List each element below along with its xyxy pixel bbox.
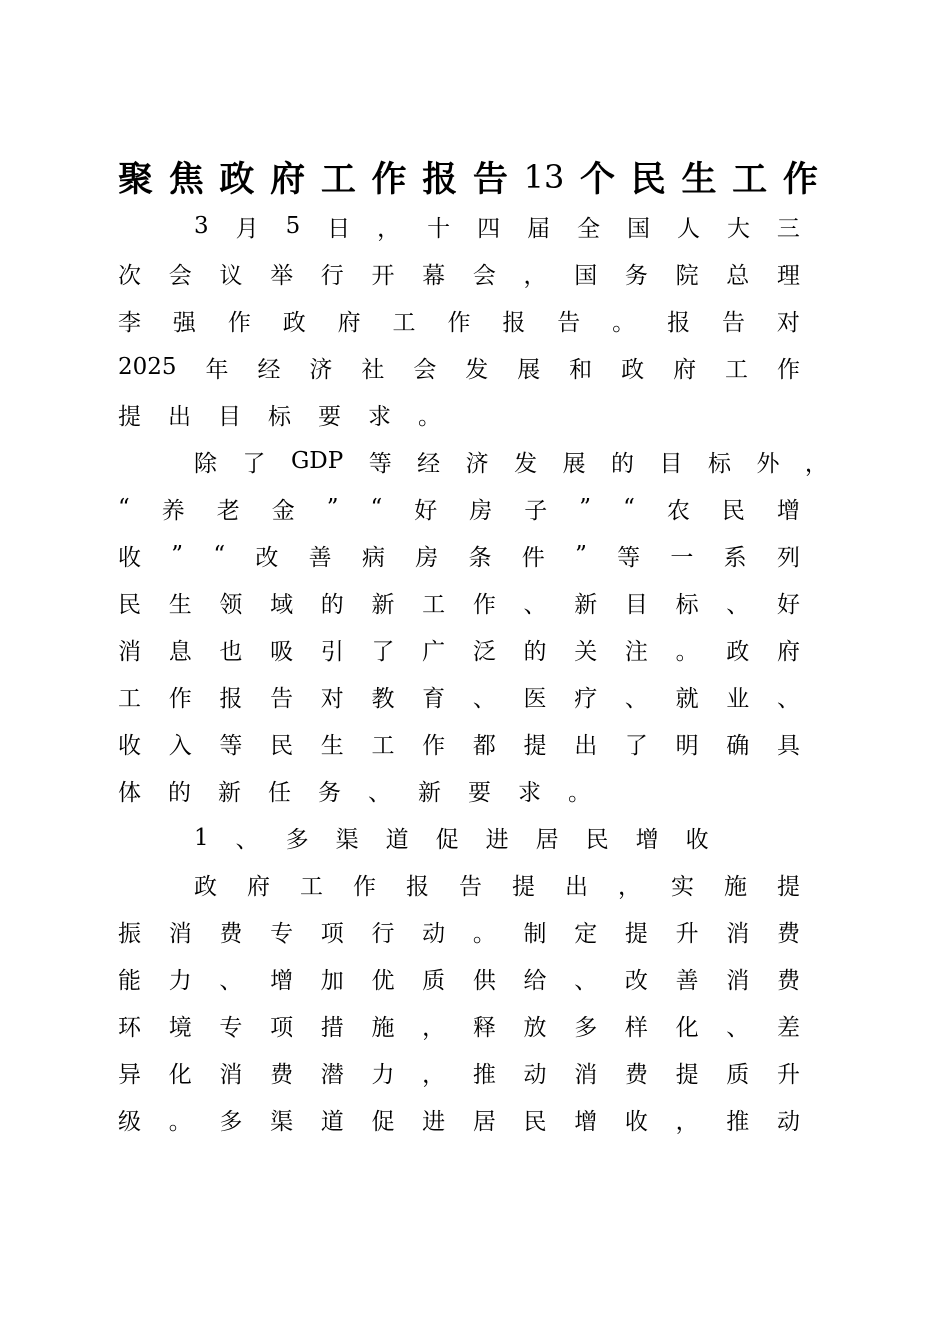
paragraph-line: [118, 584, 800, 620]
text-glyph: ，: [804, 450, 828, 477]
document-title: [118, 152, 818, 202]
text-glyph: 收: [624, 1109, 648, 1136]
title-glyph: 13: [523, 158, 565, 196]
paragraph-line: [118, 914, 800, 950]
text-glyph: 举: [270, 262, 294, 289]
text-glyph: 府: [673, 356, 697, 383]
text-glyph: 工: [300, 874, 323, 901]
text-glyph: 、: [726, 1015, 750, 1042]
text-glyph: 多: [219, 1109, 243, 1136]
text-glyph: 工: [422, 591, 446, 618]
text-glyph: 升: [675, 921, 699, 948]
text-glyph: 出: [168, 403, 191, 430]
text-glyph: 费: [776, 968, 800, 995]
text-glyph: 府: [337, 309, 361, 336]
text-glyph: ，: [618, 874, 641, 901]
text-glyph: 出: [574, 733, 598, 760]
text-glyph: 作: [776, 356, 800, 383]
text-glyph: 报: [667, 309, 691, 336]
text-glyph: 能: [118, 968, 141, 995]
text-glyph: 具: [776, 733, 800, 760]
text-glyph: 老: [216, 497, 240, 524]
text-glyph: 议: [219, 262, 243, 289]
text-glyph: 好: [776, 591, 800, 618]
text-glyph: 专: [270, 921, 294, 948]
text-glyph: 列: [776, 544, 800, 571]
text-glyph: 等: [617, 544, 641, 571]
text-glyph: 增: [635, 827, 659, 854]
text-glyph: 政: [726, 638, 750, 665]
text-glyph: “: [213, 542, 226, 569]
text-glyph: 的: [611, 450, 635, 477]
text-glyph: 会: [413, 356, 437, 383]
text-glyph: 政: [282, 309, 306, 336]
text-glyph: 项: [320, 921, 344, 948]
text-glyph: 消: [118, 638, 141, 665]
text-glyph: 改: [624, 968, 648, 995]
paragraph-line: [118, 396, 800, 432]
text-glyph: 医: [523, 686, 547, 712]
text-glyph: 动: [523, 1062, 547, 1089]
text-glyph: 民: [721, 497, 745, 524]
text-glyph: 民: [523, 1109, 547, 1136]
text-glyph: 生: [320, 733, 344, 760]
text-glyph: 疗: [574, 686, 598, 712]
text-glyph: 房: [415, 544, 439, 571]
text-glyph: ，: [675, 1109, 699, 1136]
text-glyph: 的: [523, 638, 547, 665]
text-glyph: 的: [320, 591, 344, 618]
text-glyph: ，: [422, 1015, 446, 1042]
text-glyph: 多: [574, 1015, 598, 1042]
text-glyph: 十: [427, 215, 451, 242]
text-glyph: 优: [371, 968, 395, 995]
text-glyph: 养: [161, 497, 185, 524]
text-glyph: 消: [726, 921, 750, 948]
paragraph-line: [118, 726, 800, 762]
text-glyph: 、: [368, 780, 391, 807]
text-glyph: 理: [776, 262, 800, 289]
title-glyph: 作: [782, 159, 818, 200]
text-glyph: 推: [726, 1109, 750, 1136]
text-glyph: 域: [270, 591, 294, 618]
text-glyph: 人: [676, 215, 700, 242]
text-glyph: 育: [422, 686, 446, 712]
text-glyph: 收: [118, 733, 141, 760]
text-glyph: 报: [219, 686, 243, 712]
title-glyph: 工: [732, 159, 768, 200]
text-glyph: 济: [309, 356, 333, 383]
text-glyph: 会: [168, 262, 192, 289]
title-glyph: 焦: [168, 159, 204, 200]
text-glyph: 等: [368, 450, 392, 477]
text-glyph: 、: [776, 686, 800, 712]
text-glyph: 消: [168, 921, 192, 948]
text-glyph: 出: [565, 874, 588, 901]
text-glyph: 展: [562, 450, 586, 477]
text-glyph: 注: [624, 638, 648, 665]
paragraph-line: [118, 302, 800, 338]
text-glyph: ”: [326, 495, 339, 522]
text-glyph: 经: [257, 356, 281, 383]
text-glyph: ”: [575, 542, 587, 569]
text-glyph: 对: [776, 309, 800, 336]
text-glyph: 消: [726, 968, 750, 995]
text-glyph: 加: [320, 968, 344, 995]
text-glyph: GDP: [290, 448, 344, 475]
text-glyph: 5: [285, 213, 301, 239]
text-glyph: 强: [172, 309, 196, 336]
text-glyph: 标: [268, 403, 291, 430]
text-glyph: 民: [270, 733, 294, 760]
text-glyph: 施: [371, 1015, 395, 1042]
paragraph-line: [118, 1102, 800, 1138]
paragraph-line: [118, 1008, 800, 1044]
text-glyph: 目: [659, 450, 683, 477]
text-glyph: 的: [168, 780, 191, 807]
text-glyph: 。: [675, 638, 699, 665]
text-glyph: 动: [776, 1109, 800, 1136]
text-glyph: 动: [422, 921, 446, 948]
text-glyph: 工: [118, 686, 141, 712]
title-glyph: 生: [681, 159, 717, 200]
text-glyph: 吸: [270, 638, 294, 665]
text-glyph: 工: [725, 356, 749, 383]
text-glyph: 居: [472, 1109, 496, 1136]
text-glyph: 济: [465, 450, 489, 477]
paragraph-line: [194, 443, 828, 479]
text-glyph: 收: [685, 827, 709, 854]
text-glyph: 样: [624, 1015, 648, 1042]
text-glyph: 三: [776, 215, 800, 242]
text-glyph: 发: [514, 450, 538, 477]
text-glyph: 力: [168, 968, 192, 995]
text-glyph: 力: [371, 1062, 395, 1089]
text-glyph: 收: [118, 544, 141, 571]
text-glyph: 业: [726, 686, 750, 712]
text-glyph: 善: [675, 968, 699, 995]
text-glyph: 异: [118, 1062, 141, 1089]
text-glyph: 。: [472, 921, 496, 948]
text-glyph: 也: [219, 638, 243, 665]
text-glyph: 求: [518, 780, 541, 807]
text-glyph: 泛: [472, 638, 496, 665]
text-glyph: 务: [318, 780, 341, 807]
text-glyph: 告: [721, 309, 745, 336]
text-glyph: 道: [385, 827, 409, 854]
text-glyph: 四: [477, 215, 501, 242]
text-glyph: 国: [627, 215, 650, 242]
text-glyph: 经: [417, 450, 441, 477]
text-glyph: 作: [168, 686, 192, 712]
text-glyph: 道: [320, 1109, 344, 1136]
text-glyph: 提: [624, 921, 648, 948]
text-glyph: 府: [247, 874, 270, 901]
text-glyph: 届: [527, 215, 551, 242]
text-glyph: “: [623, 495, 635, 522]
text-glyph: 增: [270, 968, 294, 995]
text-glyph: 、: [574, 968, 598, 995]
text-glyph: 务: [624, 262, 648, 289]
text-glyph: 报: [502, 309, 526, 336]
text-glyph: 作: [227, 309, 251, 336]
text-glyph: 提: [523, 733, 547, 760]
text-glyph: 升: [776, 1062, 800, 1089]
text-glyph: 供: [472, 968, 496, 995]
text-glyph: 确: [726, 733, 750, 760]
text-glyph: 和: [569, 356, 593, 383]
text-glyph: 对: [320, 686, 344, 712]
text-glyph: 社: [361, 356, 385, 383]
text-glyph: 定: [574, 921, 598, 948]
text-glyph: 作: [472, 591, 496, 618]
text-glyph: 标: [707, 450, 731, 477]
text-glyph: 渠: [270, 1109, 294, 1136]
text-glyph: 系: [723, 544, 747, 571]
text-glyph: 大: [726, 215, 750, 242]
text-glyph: 新: [371, 591, 395, 618]
text-glyph: 府: [776, 638, 800, 665]
text-glyph: 多: [285, 827, 309, 854]
text-glyph: 进: [485, 827, 509, 854]
text-glyph: ，: [422, 1062, 446, 1089]
text-glyph: 、: [726, 591, 750, 618]
text-glyph: 、: [523, 591, 547, 618]
text-glyph: ”: [171, 542, 184, 569]
text-glyph: 推: [472, 1062, 496, 1089]
text-glyph: 生: [168, 591, 192, 618]
text-glyph: 新: [218, 780, 241, 807]
text-glyph: 善: [308, 544, 332, 571]
text-glyph: 振: [118, 921, 141, 948]
title-glyph: 聚: [118, 159, 154, 200]
text-glyph: 质: [422, 968, 446, 995]
text-glyph: 标: [675, 591, 699, 618]
text-glyph: 3: [194, 213, 209, 239]
text-glyph: 体: [118, 780, 141, 807]
text-glyph: 都: [472, 733, 496, 760]
text-glyph: 病: [361, 544, 385, 571]
text-glyph: 年: [205, 356, 229, 383]
text-glyph: 作: [353, 874, 376, 901]
text-glyph: 促: [371, 1109, 395, 1136]
text-glyph: 工: [371, 733, 395, 760]
text-glyph: 目: [624, 591, 648, 618]
paragraph-line: [118, 773, 800, 809]
text-glyph: 明: [675, 733, 699, 760]
text-glyph: 就: [675, 686, 699, 712]
text-glyph: 房: [469, 497, 493, 524]
text-glyph: 、: [624, 686, 648, 712]
text-glyph: 实: [671, 874, 694, 901]
text-glyph: 化: [675, 1015, 699, 1042]
text-glyph: 会: [472, 262, 496, 289]
text-glyph: 告: [270, 686, 294, 712]
text-glyph: 增: [574, 1109, 598, 1136]
title-glyph: 工: [320, 159, 356, 200]
text-glyph: 行: [320, 262, 344, 289]
text-glyph: 农: [666, 497, 690, 524]
text-glyph: 费: [219, 921, 243, 948]
text-glyph: 了: [371, 638, 395, 665]
text-glyph: 。: [612, 309, 636, 336]
text-glyph: 渠: [335, 827, 359, 854]
text-glyph: ，: [523, 262, 547, 289]
text-glyph: 质: [726, 1062, 750, 1089]
text-glyph: 行: [371, 921, 395, 948]
text-glyph: ”: [579, 495, 592, 522]
text-glyph: 、: [472, 686, 496, 712]
text-glyph: 、: [219, 968, 243, 995]
text-glyph: 幕: [422, 262, 446, 289]
text-glyph: 件: [521, 544, 545, 571]
text-glyph: 展: [517, 356, 541, 383]
text-glyph: 引: [320, 638, 344, 665]
text-glyph: 外: [756, 450, 780, 477]
text-glyph: 提: [118, 403, 141, 430]
text-glyph: ，: [377, 215, 401, 242]
text-glyph: 目: [218, 403, 241, 430]
text-glyph: 居: [535, 827, 559, 854]
text-glyph: 等: [219, 733, 243, 760]
text-glyph: 化: [168, 1062, 192, 1089]
text-glyph: 提: [777, 874, 800, 901]
text-glyph: 入: [168, 733, 192, 760]
text-glyph: 广: [422, 638, 446, 665]
text-glyph: 级: [118, 1109, 141, 1136]
text-glyph: 总: [726, 262, 750, 289]
text-glyph: 日: [327, 215, 351, 242]
text-glyph: 进: [422, 1109, 446, 1136]
text-glyph: 境: [168, 1015, 192, 1042]
paragraph-line: [118, 490, 800, 526]
text-glyph: 专: [219, 1015, 243, 1042]
text-glyph: 措: [320, 1015, 344, 1042]
text-glyph: 告: [557, 309, 581, 336]
text-glyph: 促: [435, 827, 459, 854]
text-glyph: 。: [168, 1109, 192, 1136]
text-glyph: 政: [621, 356, 645, 383]
paragraph-line: [118, 349, 800, 385]
text-glyph: 国: [574, 262, 598, 289]
text-glyph: 要: [468, 780, 491, 807]
text-glyph: 子: [524, 497, 548, 524]
text-glyph: 作: [447, 309, 471, 336]
text-glyph: 教: [371, 686, 395, 712]
text-glyph: 关: [574, 638, 598, 665]
text-glyph: 项: [270, 1015, 294, 1042]
text-glyph: 提: [512, 874, 535, 901]
paragraph-line: [118, 537, 800, 573]
text-glyph: 新: [574, 591, 598, 618]
text-glyph: 报: [406, 874, 429, 901]
text-glyph: 次: [118, 262, 141, 289]
text-glyph: 潜: [320, 1062, 344, 1089]
text-glyph: 制: [523, 921, 547, 948]
text-glyph: 发: [465, 356, 489, 383]
paragraph-line: [118, 1055, 800, 1091]
text-glyph: 给: [523, 968, 547, 995]
text-glyph: 放: [523, 1015, 547, 1042]
text-glyph: 条: [468, 544, 492, 571]
text-glyph: 李: [118, 309, 141, 336]
text-glyph: 。: [418, 403, 441, 430]
text-glyph: 好: [414, 497, 438, 524]
title-glyph: 告: [472, 159, 508, 200]
paragraph-line: [118, 631, 800, 667]
text-glyph: 提: [675, 1062, 699, 1089]
text-glyph: 作: [422, 733, 446, 760]
text-glyph: 领: [219, 591, 243, 618]
text-glyph: 费: [624, 1062, 648, 1089]
text-glyph: 施: [724, 874, 747, 901]
text-glyph: 、: [235, 827, 259, 854]
text-glyph: 全: [577, 215, 601, 242]
text-glyph: 增: [776, 497, 800, 524]
text-glyph: 环: [118, 1015, 141, 1042]
text-glyph: 民: [118, 591, 141, 618]
text-glyph: 告: [459, 874, 482, 901]
paragraph-line: [118, 255, 800, 291]
title-glyph: 政: [219, 159, 255, 200]
text-glyph: 院: [675, 262, 699, 289]
paragraph-line: [118, 679, 800, 715]
title-glyph: 民: [630, 159, 666, 200]
text-glyph: 费: [776, 921, 800, 948]
text-glyph: 求: [368, 403, 391, 430]
text-glyph: 消: [574, 1062, 598, 1089]
text-glyph: 释: [472, 1015, 496, 1042]
text-glyph: 1: [194, 824, 209, 851]
text-glyph: 要: [318, 403, 341, 430]
text-glyph: 消: [219, 1062, 243, 1089]
title-glyph: 府: [270, 159, 306, 200]
paragraph-line: [194, 867, 800, 903]
text-glyph: 差: [776, 1015, 800, 1042]
text-glyph: 工: [392, 309, 416, 336]
section-heading: [194, 820, 800, 856]
text-glyph: 费: [270, 1062, 294, 1089]
text-glyph: 了: [242, 450, 266, 477]
text-glyph: 金: [271, 497, 295, 524]
text-glyph: 民: [585, 827, 609, 854]
text-glyph: 2025: [118, 354, 177, 381]
text-glyph: “: [370, 495, 383, 522]
text-glyph: 一: [670, 544, 694, 571]
text-glyph: “: [118, 495, 130, 522]
text-glyph: 了: [624, 733, 648, 760]
text-glyph: 新: [418, 780, 441, 807]
title-glyph: 报: [422, 159, 458, 200]
text-glyph: 政: [194, 874, 217, 901]
text-glyph: 月: [235, 215, 259, 242]
paragraph-line: [118, 961, 800, 997]
text-glyph: 除: [194, 450, 217, 477]
title-glyph: 个: [580, 159, 616, 200]
text-glyph: 息: [168, 638, 192, 665]
text-glyph: 。: [568, 780, 591, 807]
paragraph-line: [194, 208, 800, 244]
text-glyph: 开: [371, 262, 395, 289]
title-glyph: 作: [371, 159, 407, 200]
text-glyph: 任: [268, 780, 291, 807]
text-glyph: 改: [255, 544, 279, 571]
